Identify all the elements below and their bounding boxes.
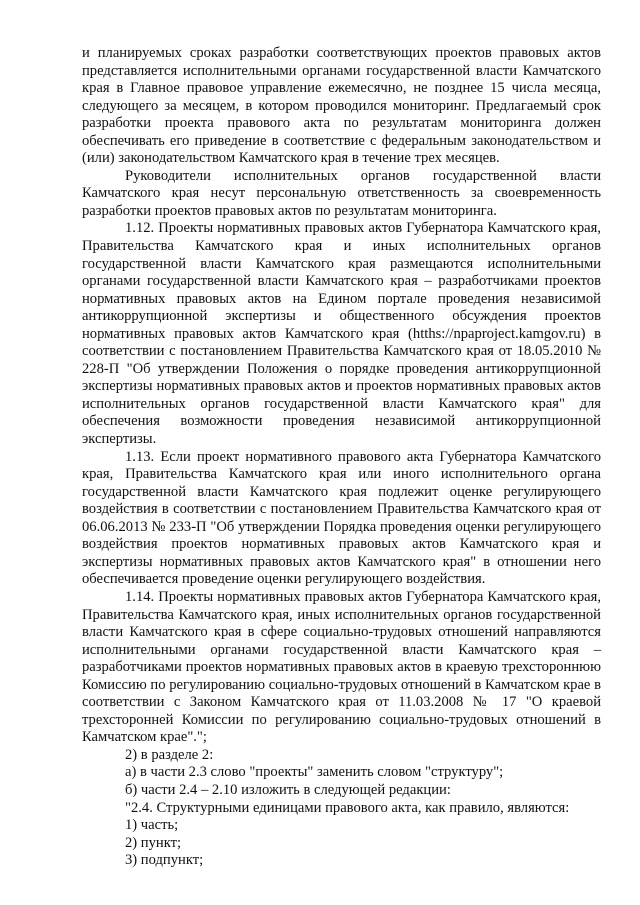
paragraph-1-13: 1.13. Если проект нормативного правового акта Губернатора Камчатского края, Правительства Камчатского края или иного исполнительного органа государственной власти Камчатского края подлежит оценке регулирующего воздействия в соответствии с постановлением Правительства Камчатского края от 06.06.2013 № 233-П "Об утверждении Порядка проведения оценки регулирующего воздействия проектов нормативных правовых актов Камчатского края и экспертизы нормативных правовых актов Камчатского края" в отношении него обеспечивается проведение оценки регулирующего воздействия. bbox=[82, 448, 601, 588]
item-parts-2-4-2-10: б) части 2.4 – 2.10 изложить в следующей редакции: bbox=[125, 781, 451, 798]
item-section-2: 2) в разделе 2: bbox=[125, 746, 214, 763]
paragraph-1-14: 1.14. Проекты нормативных правовых актов Губернатора Камчатского края, Правительства Камчатского края, иных исполнительных органов государственной власти Камчатского края в сфере социально-трудовых отношений направляются исполнительными органами государственной власти Камчатского края – разработчиками проектов нормативных правовых актов в краевую трехстороннюю Комиссию по регулированию социально-трудовых отношений в Камчатском крае в соответствии с Законом Камчатского края от 11.03.2008 № 17 "О краевой трехсторонней Комиссии по регулированию социально-трудовых отношений в Камчатском крае"."; bbox=[82, 588, 601, 746]
list-item-part: 1) часть; bbox=[125, 817, 179, 834]
paragraph-responsibility: Руководители исполнительных органов государственной власти Камчатского края несут персональную ответственность за своевременность разработки проектов правовых актов по результатам мониторинга. bbox=[82, 167, 601, 219]
list-item-subclause: 3) подпункт; bbox=[125, 852, 204, 869]
document-body bbox=[82, 45, 601, 870]
item-part-2-3: а) в части 2.3 слово "проекты" заменить словом "структуру"; bbox=[125, 764, 504, 781]
paragraph-1-12: 1.12. Проекты нормативных правовых актов Губернатора Камчатского края, Правительства Камчатского края и иных исполнительных органов государственной власти Камчатского края размещаются исполнительными органами государственной власти Камчатского края – разработчиками проектов нормативных правовых актов на Едином портале проведения независимой антикоррупционной экспертизы и общественного обсуждения проектов нормативных правовых актов Камчатского края (htths://npaproject.kamgov.ru) в соответствии с постановлением Правительства Камчатского края от 18.05.2010 № 228-П "Об утверждении Положения о порядке проведения антикоррупционной экспертизы нормативных правовых актов и проектов нормативных правовых актов исполнительных органов государственной власти Камчатского края" для обеспечения возможности проведения независимой антикоррупционной экспертизы. bbox=[82, 220, 601, 448]
item-2-4-structural-units: "2.4. Структурными единицами правового акта, как правило, являются: bbox=[125, 799, 570, 816]
paragraph-monitoring-deadlines: и планируемых сроках разработки соответствующих проектов правовых актов представляется исполнительными органами государственной власти Камчатского края в Главное правовое управление ежемесячно, не позднее 15 числа месяца, следующего за месяцем, в котором проводился мониторинг. Предлагаемый срок разработки проекта правового акта по результатам мониторинга должен обеспечивать его приведение в соответствие с федеральным законодательством и (или) законодательством Камчатского края в течение трех месяцев. bbox=[82, 45, 601, 167]
list-item-clause: 2) пункт; bbox=[125, 834, 182, 851]
